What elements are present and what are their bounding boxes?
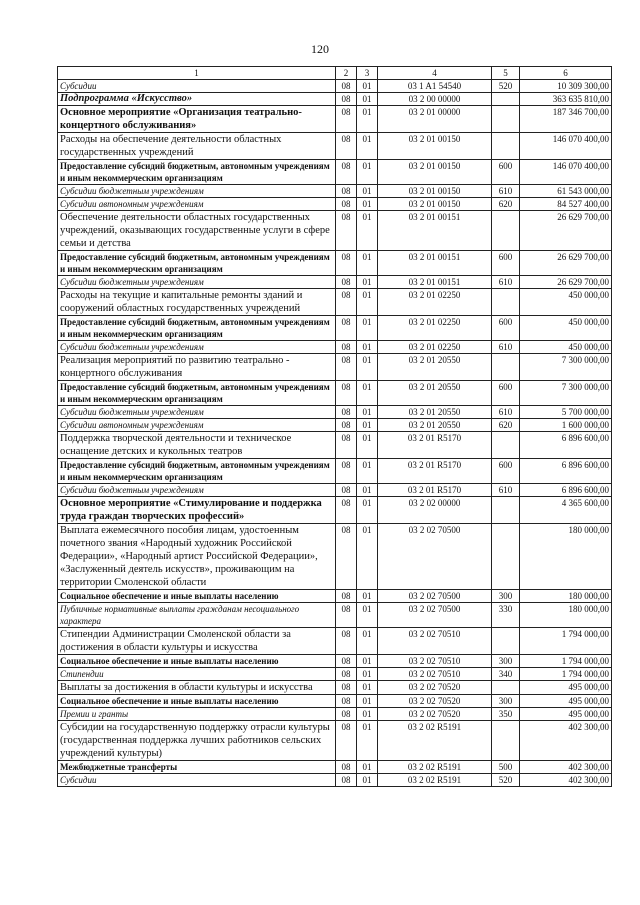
cell-amount: 6 896 600,00: [520, 459, 612, 484]
cell-section-code: 08: [336, 721, 357, 761]
cell-subsection-code: 01: [357, 106, 378, 133]
cell-expense-type: 610: [492, 484, 520, 497]
cell-expense-type: 340: [492, 668, 520, 681]
budget-table: [57, 66, 612, 787]
cell-amount: 1 794 000,00: [520, 668, 612, 681]
cell-subsection-code: 01: [357, 185, 378, 198]
cell-target-article: 03 2 01 00151: [378, 251, 492, 276]
cell-item-name: Субсидии бюджетным учреждениям: [58, 406, 336, 419]
table-row: [58, 316, 612, 341]
cell-item-name: Предоставление субсидий бюджетным, автономным учреждениям и иным некоммерческим организациям: [58, 381, 336, 406]
cell-subsection-code: 01: [357, 524, 378, 590]
cell-subsection-code: 01: [357, 276, 378, 289]
cell-target-article: 03 2 01 02250: [378, 289, 492, 316]
table-row: [58, 251, 612, 276]
cell-subsection-code: 01: [357, 80, 378, 93]
cell-target-article: 03 2 01 00150: [378, 185, 492, 198]
cell-section-code: 08: [336, 524, 357, 590]
cell-expense-type: [492, 524, 520, 590]
cell-item-name: Расходы на текущие и капитальные ремонты зданий и сооружений областных государственных учреждений: [58, 289, 336, 316]
cell-target-article: 03 2 02 70520: [378, 681, 492, 695]
cell-subsection-code: 01: [357, 668, 378, 681]
cell-target-article: 03 2 02 70500: [378, 590, 492, 603]
cell-target-article: 03 2 01 00150: [378, 160, 492, 185]
cell-section-code: 08: [336, 628, 357, 655]
cell-expense-type: [492, 432, 520, 459]
cell-subsection-code: 01: [357, 603, 378, 628]
cell-expense-type: [492, 289, 520, 316]
cell-expense-type: 300: [492, 590, 520, 603]
cell-target-article: 03 2 02 70520: [378, 695, 492, 708]
cell-amount: 402 300,00: [520, 761, 612, 774]
cell-item-name: Выплата ежемесячного пособия лицам, удостоенным почетного звания «Народный художник Российской Федерации», «Народный артист Российской Федерации», «Заслуженный деятель искусств», проживающим на территории Смоленской области: [58, 524, 336, 590]
cell-amount: 1 794 000,00: [520, 655, 612, 668]
cell-expense-type: 600: [492, 316, 520, 341]
header-col-1: 1: [58, 67, 336, 80]
cell-target-article: 03 2 01 R5170: [378, 459, 492, 484]
cell-target-article: 03 2 01 20550: [378, 354, 492, 381]
cell-subsection-code: 01: [357, 590, 378, 603]
cell-target-article: 03 2 01 02250: [378, 341, 492, 354]
cell-section-code: 08: [336, 406, 357, 419]
cell-amount: 6 896 600,00: [520, 432, 612, 459]
cell-subsection-code: 01: [357, 708, 378, 721]
cell-target-article: 03 2 02 70510: [378, 628, 492, 655]
cell-subsection-code: 01: [357, 432, 378, 459]
table-row: [58, 80, 612, 93]
cell-subsection-code: 01: [357, 774, 378, 787]
cell-expense-type: [492, 211, 520, 251]
cell-item-name: Субсидии бюджетным учреждениям: [58, 341, 336, 354]
cell-expense-type: 620: [492, 198, 520, 211]
cell-amount: 495 000,00: [520, 681, 612, 695]
cell-expense-type: 330: [492, 603, 520, 628]
table-row: [58, 681, 612, 695]
header-col-2: 2: [336, 67, 357, 80]
cell-item-name: Основное мероприятие «Стимулирование и поддержка труда граждан творческих профессий»: [58, 497, 336, 524]
cell-target-article: 03 2 01 R5170: [378, 484, 492, 497]
cell-target-article: 03 2 01 20550: [378, 406, 492, 419]
cell-section-code: 08: [336, 198, 357, 211]
table-row: [58, 603, 612, 628]
cell-subsection-code: 01: [357, 628, 378, 655]
cell-subsection-code: 01: [357, 198, 378, 211]
cell-amount: 146 070 400,00: [520, 133, 612, 160]
table-row: [58, 341, 612, 354]
cell-amount: 84 527 400,00: [520, 198, 612, 211]
cell-section-code: 08: [336, 381, 357, 406]
table-row: [58, 695, 612, 708]
cell-section-code: 08: [336, 484, 357, 497]
table-row: [58, 289, 612, 316]
cell-expense-type: [492, 354, 520, 381]
cell-amount: 495 000,00: [520, 695, 612, 708]
cell-section-code: 08: [336, 276, 357, 289]
cell-subsection-code: 01: [357, 251, 378, 276]
table-row: [58, 668, 612, 681]
cell-subsection-code: 01: [357, 316, 378, 341]
cell-target-article: 03 2 01 00150: [378, 133, 492, 160]
cell-item-name: Субсидии автономным учреждениям: [58, 198, 336, 211]
cell-expense-type: 600: [492, 459, 520, 484]
cell-section-code: 08: [336, 603, 357, 628]
cell-item-name: Субсидии бюджетным учреждениям: [58, 484, 336, 497]
table-row: [58, 708, 612, 721]
cell-amount: 1 600 000,00: [520, 419, 612, 432]
cell-expense-type: 500: [492, 761, 520, 774]
cell-subsection-code: 01: [357, 381, 378, 406]
cell-subsection-code: 01: [357, 93, 378, 106]
cell-expense-type: [492, 93, 520, 106]
cell-item-name: Поддержка творческой деятельности и техническое оснащение детских и кукольных театров: [58, 432, 336, 459]
cell-target-article: 03 2 01 00150: [378, 198, 492, 211]
cell-section-code: 08: [336, 655, 357, 668]
cell-item-name: Подпрограмма «Искусство»: [58, 93, 336, 106]
table-row: [58, 628, 612, 655]
cell-amount: 26 629 700,00: [520, 211, 612, 251]
cell-amount: 7 300 000,00: [520, 381, 612, 406]
table-row: [58, 524, 612, 590]
cell-target-article: 03 2 02 70520: [378, 708, 492, 721]
table-row: [58, 721, 612, 761]
table-row: [58, 459, 612, 484]
cell-amount: 5 700 000,00: [520, 406, 612, 419]
cell-item-name: Реализация мероприятий по развитию театрально - концертного обслуживания: [58, 354, 336, 381]
header-col-3: 3: [357, 67, 378, 80]
cell-section-code: 08: [336, 289, 357, 316]
cell-amount: 1 794 000,00: [520, 628, 612, 655]
table-row: [58, 133, 612, 160]
cell-expense-type: 300: [492, 695, 520, 708]
cell-section-code: 08: [336, 761, 357, 774]
cell-target-article: 03 2 01 20550: [378, 419, 492, 432]
cell-amount: 7 300 000,00: [520, 354, 612, 381]
cell-expense-type: [492, 628, 520, 655]
cell-subsection-code: 01: [357, 406, 378, 419]
cell-target-article: 03 2 01 20550: [378, 381, 492, 406]
table-row: [58, 106, 612, 133]
cell-item-name: Субсидии на государственную поддержку отрасли культуры (государственная поддержка лучших работников сельских учреждений культуры): [58, 721, 336, 761]
cell-section-code: 08: [336, 459, 357, 484]
cell-expense-type: 520: [492, 774, 520, 787]
cell-amount: 363 635 810,00: [520, 93, 612, 106]
cell-amount: 495 000,00: [520, 708, 612, 721]
cell-target-article: 03 1 A1 54540: [378, 80, 492, 93]
cell-target-article: 03 2 02 70500: [378, 603, 492, 628]
cell-subsection-code: 01: [357, 721, 378, 761]
cell-subsection-code: 01: [357, 354, 378, 381]
cell-item-name: Предоставление субсидий бюджетным, автономным учреждениям и иным некоммерческим организациям: [58, 459, 336, 484]
cell-item-name: Социальное обеспечение и иные выплаты населению: [58, 590, 336, 603]
table-row: [58, 419, 612, 432]
header-col-4: 4: [378, 67, 492, 80]
cell-subsection-code: 01: [357, 419, 378, 432]
table-body: [58, 80, 612, 787]
cell-section-code: 08: [336, 668, 357, 681]
cell-item-name: Субсидии: [58, 774, 336, 787]
cell-subsection-code: 01: [357, 289, 378, 316]
cell-target-article: 03 2 02 70510: [378, 655, 492, 668]
cell-section-code: 08: [336, 341, 357, 354]
cell-expense-type: 600: [492, 160, 520, 185]
cell-amount: 450 000,00: [520, 316, 612, 341]
cell-expense-type: 610: [492, 341, 520, 354]
cell-target-article: 03 2 02 70510: [378, 668, 492, 681]
cell-item-name: Межбюджетные трансферты: [58, 761, 336, 774]
cell-section-code: 08: [336, 80, 357, 93]
cell-amount: 180 000,00: [520, 524, 612, 590]
cell-item-name: Субсидии автономным учреждениям: [58, 419, 336, 432]
cell-expense-type: 520: [492, 80, 520, 93]
cell-amount: 10 309 300,00: [520, 80, 612, 93]
cell-expense-type: 610: [492, 276, 520, 289]
page-number: 120: [311, 42, 329, 56]
cell-expense-type: 300: [492, 655, 520, 668]
table-row: [58, 484, 612, 497]
cell-target-article: 03 2 01 00000: [378, 106, 492, 133]
cell-item-name: Основное мероприятие «Организация театрально-концертного обслуживания»: [58, 106, 336, 133]
cell-item-name: Социальное обеспечение и иные выплаты населению: [58, 655, 336, 668]
cell-item-name: Выплаты за достижения в области культуры и искусства: [58, 681, 336, 695]
table-row: [58, 432, 612, 459]
table-row: [58, 276, 612, 289]
cell-section-code: 08: [336, 93, 357, 106]
cell-amount: 180 000,00: [520, 603, 612, 628]
header-row: [58, 67, 612, 80]
header-col-6: 6: [520, 67, 612, 80]
cell-section-code: 08: [336, 708, 357, 721]
cell-target-article: 03 2 01 R5170: [378, 432, 492, 459]
cell-item-name: Премии и гранты: [58, 708, 336, 721]
header-col-5: 5: [492, 67, 520, 80]
table-row: [58, 761, 612, 774]
cell-section-code: 08: [336, 354, 357, 381]
cell-section-code: 08: [336, 695, 357, 708]
cell-item-name: Предоставление субсидий бюджетным, автономным учреждениям и иным некоммерческим организациям: [58, 316, 336, 341]
cell-item-name: Субсидии бюджетным учреждениям: [58, 185, 336, 198]
cell-item-name: Стипендии: [58, 668, 336, 681]
cell-section-code: 08: [336, 497, 357, 524]
cell-section-code: 08: [336, 419, 357, 432]
cell-item-name: Предоставление субсидий бюджетным, автономным учреждениям и иным некоммерческим организациям: [58, 160, 336, 185]
cell-section-code: 08: [336, 251, 357, 276]
table-row: [58, 160, 612, 185]
cell-subsection-code: 01: [357, 341, 378, 354]
table-row: [58, 590, 612, 603]
cell-expense-type: 350: [492, 708, 520, 721]
cell-expense-type: 610: [492, 406, 520, 419]
cell-expense-type: [492, 721, 520, 761]
cell-expense-type: [492, 106, 520, 133]
cell-amount: 61 543 000,00: [520, 185, 612, 198]
cell-target-article: 03 2 02 70500: [378, 524, 492, 590]
cell-expense-type: 600: [492, 381, 520, 406]
cell-expense-type: 610: [492, 185, 520, 198]
cell-amount: 146 070 400,00: [520, 160, 612, 185]
cell-subsection-code: 01: [357, 211, 378, 251]
cell-amount: 450 000,00: [520, 341, 612, 354]
cell-target-article: 03 2 02 R5191: [378, 761, 492, 774]
cell-amount: 180 000,00: [520, 590, 612, 603]
table-row: [58, 381, 612, 406]
cell-item-name: Публичные нормативные выплаты гражданам несоциального характера: [58, 603, 336, 628]
cell-target-article: 03 2 02 R5191: [378, 774, 492, 787]
cell-target-article: 03 2 01 02250: [378, 316, 492, 341]
cell-item-name: Предоставление субсидий бюджетным, автономным учреждениям и иным некоммерческим организациям: [58, 251, 336, 276]
cell-subsection-code: 01: [357, 133, 378, 160]
cell-section-code: 08: [336, 160, 357, 185]
cell-item-name: Субсидии: [58, 80, 336, 93]
cell-item-name: Стипендии Администрации Смоленской области за достижения в области культуры и искусства: [58, 628, 336, 655]
table-row: [58, 497, 612, 524]
cell-item-name: Расходы на обеспечение деятельности областных государственных учреждений: [58, 133, 336, 160]
cell-section-code: 08: [336, 774, 357, 787]
cell-subsection-code: 01: [357, 761, 378, 774]
cell-subsection-code: 01: [357, 160, 378, 185]
cell-expense-type: [492, 497, 520, 524]
cell-subsection-code: 01: [357, 655, 378, 668]
cell-section-code: 08: [336, 106, 357, 133]
cell-subsection-code: 01: [357, 459, 378, 484]
cell-item-name: Субсидии бюджетным учреждениям: [58, 276, 336, 289]
cell-item-name: Обеспечение деятельности областных государственных учреждений, оказывающих государственные услуги в сфере семьи и детства: [58, 211, 336, 251]
table-row: [58, 774, 612, 787]
table-row: [58, 354, 612, 381]
cell-section-code: 08: [336, 211, 357, 251]
cell-target-article: 03 2 02 00000: [378, 497, 492, 524]
cell-amount: 450 000,00: [520, 289, 612, 316]
cell-target-article: 03 2 00 00000: [378, 93, 492, 106]
table-row: [58, 93, 612, 106]
table-row: [58, 185, 612, 198]
cell-section-code: 08: [336, 133, 357, 160]
cell-amount: 26 629 700,00: [520, 251, 612, 276]
cell-amount: 6 896 600,00: [520, 484, 612, 497]
cell-target-article: 03 2 01 00151: [378, 211, 492, 251]
cell-subsection-code: 01: [357, 497, 378, 524]
cell-subsection-code: 01: [357, 484, 378, 497]
cell-subsection-code: 01: [357, 681, 378, 695]
cell-expense-type: 600: [492, 251, 520, 276]
table-row: [58, 655, 612, 668]
cell-amount: 187 346 700,00: [520, 106, 612, 133]
cell-section-code: 08: [336, 590, 357, 603]
cell-section-code: 08: [336, 316, 357, 341]
cell-amount: 26 629 700,00: [520, 276, 612, 289]
cell-expense-type: [492, 681, 520, 695]
cell-section-code: 08: [336, 432, 357, 459]
cell-amount: 402 300,00: [520, 774, 612, 787]
cell-section-code: 08: [336, 681, 357, 695]
cell-target-article: 03 2 02 R5191: [378, 721, 492, 761]
cell-section-code: 08: [336, 185, 357, 198]
cell-target-article: 03 2 01 00151: [378, 276, 492, 289]
table-row: [58, 406, 612, 419]
cell-expense-type: [492, 133, 520, 160]
cell-amount: 4 365 600,00: [520, 497, 612, 524]
cell-expense-type: 620: [492, 419, 520, 432]
table-row: [58, 198, 612, 211]
cell-subsection-code: 01: [357, 695, 378, 708]
table-row: [58, 211, 612, 251]
cell-amount: 402 300,00: [520, 721, 612, 761]
cell-item-name: Социальное обеспечение и иные выплаты населению: [58, 695, 336, 708]
